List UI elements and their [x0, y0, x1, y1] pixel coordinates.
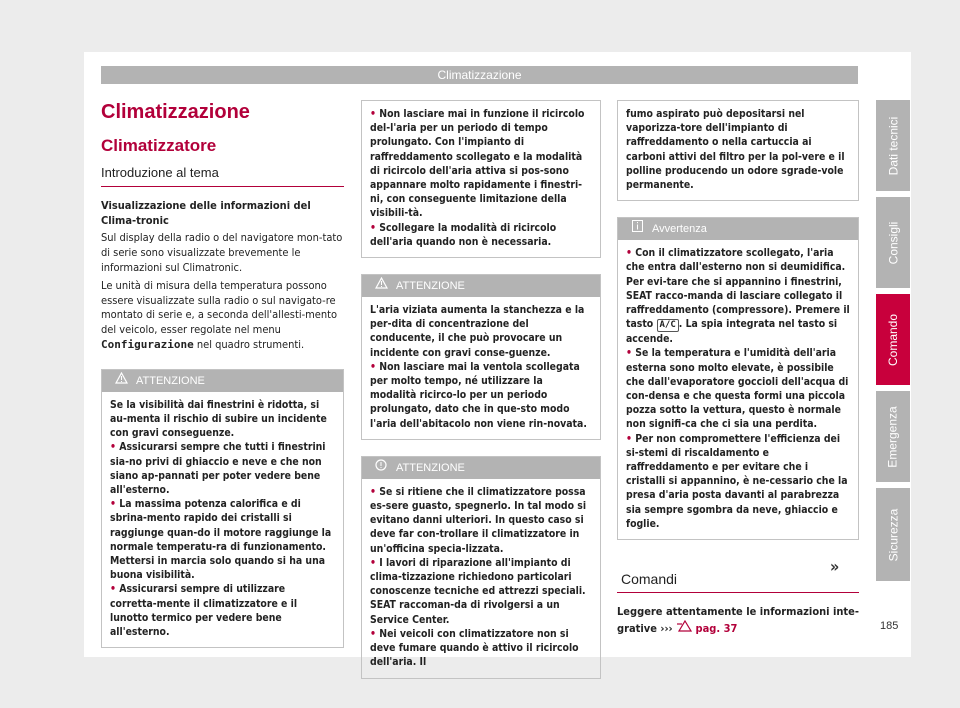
note-box-title: Avvertenza — [618, 218, 858, 240]
ac-key-icon: A/C — [657, 319, 679, 332]
warning-triangle-icon — [370, 275, 392, 297]
warning-box — [101, 369, 344, 648]
list-item: • I lavori di riparazione all'impianto di clima-tizzazione richiedono particolari conoscenze tecniche ed attrezzi speciali. SEAT raccoman-da di rivolgersi a un Service Center. — [370, 556, 586, 626]
paragraph-title: Visualizzazione delle informazioni del Clima-tronic — [101, 198, 311, 227]
column-1 — [101, 100, 344, 648]
column-2 — [361, 100, 601, 679]
comandi-paragraph: Leggere attentamente le informazioni inte-grative ››› pag. 37 — [617, 604, 859, 635]
warning-box-continued — [361, 100, 601, 258]
warning-triangle-icon — [110, 370, 132, 392]
warning-intro: Se la visibilità dai finestrini è ridotta, si au-menta il rischio di subire un incidente con gravi conseguenze. — [110, 398, 327, 440]
tab-comando[interactable]: Comando — [876, 294, 910, 385]
tab-consigli[interactable]: Consigli — [876, 197, 910, 288]
page-number: 185 — [880, 620, 899, 632]
paragraph: Sul display della radio o del navigatore mon-tato di serie sono visualizzate brevemente le informazioni sul Climatronic. — [101, 231, 343, 274]
running-header: Climatizzazione — [101, 66, 858, 84]
note-box — [617, 217, 859, 540]
list-item: • Non lasciare mai in funzione il ricircolo del-l'aria per un periodo di tempo prolungato. Con l'impianto di raffreddamento scollegato e la modalità di ricircolo dell'aria attiva si pos-sono appannare molto rapidamente i finestri-ni, con conseguente limitazione della visibili-tà. — [370, 108, 585, 220]
info-icon — [626, 218, 648, 240]
warning-box-title: ATTENZIONE — [362, 275, 600, 297]
chapter-title: Climatizzazione — [101, 101, 250, 123]
menu-name: Configurazione — [101, 337, 194, 351]
list-item: • Nei veicoli con climatizzatore non si deve fumare quando è attivo il ricircolo dell'aria. Il — [370, 627, 579, 669]
subsection-title: Introduzione al tema — [101, 166, 344, 187]
warning-box-title: ATTENZIONE — [102, 370, 343, 392]
list-item: • Scollegare la modalità di ricircolo dell'aria quando non è necessaria. — [370, 221, 557, 248]
list-item: • La massima potenza calorifica e di sbrina-mento rapido dei cristalli si raggiunge quan-do il motore raggiunge la normale temperatu-ra di funzionamento. Mettersi in marcia solo quando si ha una buona visibilità. — [110, 498, 332, 582]
list-item: • Per non compromettere l'efficienza dei si-stemi di riscaldamento e raffreddamento e per evitare che i cristalli si appannino, è ne-cessario che la presa d'aria posta davanti al parabrezza sia sempre sgombra da neve, ghiaccio e foglie. — [626, 432, 848, 530]
warning-ref-icon — [676, 622, 692, 635]
page-reference-link[interactable]: pag. 37 — [695, 621, 738, 635]
section-title-comandi: Comandi — [617, 572, 859, 593]
list-item: • Non lasciare mai la ventola scollegata per molto tempo, né utilizzare la modalità ricirco-lo per un periodo prolungato, dato che in que-sto modo l'aria dell'abitacolo non viene rin-novata. — [370, 360, 587, 430]
section-title: Climatizzatore — [101, 136, 217, 155]
list-item: • Con il climatizzatore scollegato, l'aria che entra dall'esterno non si deumidifica. Per evi-tare che si appannino i finestrini, SEAT racco-manda di lasciare collegato il raffreddamento (compressore). Premere il tasto A/C . La spia integrata nel tasto si accende. — [626, 247, 850, 346]
list-item: • Assicurarsi sempre che tutti i finestrini sia-no privi di ghiaccio e neve e che non siano ap-pannati per poter vedere bene all'esterno. — [110, 441, 326, 496]
tab-sicurezza[interactable]: Sicurezza — [876, 488, 910, 581]
column-3 — [617, 100, 859, 636]
tab-dati-tecnici[interactable]: Dati tecnici — [876, 100, 910, 191]
caution-box-title: ATTENZIONE — [362, 457, 600, 479]
list-item: • Se si ritiene che il climatizzatore possa es-sere guasto, spegnerlo. In tal modo si evitano danni ulteriori. In questo caso si deve far con-trollare il climatizzatore in un'officina specia-lizzata. — [370, 485, 587, 555]
caution-circle-icon — [370, 457, 392, 479]
warning-box — [361, 274, 601, 440]
list-item: • Assicurarsi sempre di utilizzare corretta-mente il climatizzatore e il lunotto termico per vedere bene all'esterno. — [110, 583, 298, 639]
caution-box-continued — [617, 100, 859, 201]
list-item: • Se la temperatura e l'umidità dell'aria esterna sono molto elevate, è possibile che dall'evaporatore goccioli dell'acqua di con-densa e che questa formi una piccola pozza sotto la vettura, questo è normale non signifi-ca che ci sia una perdita. — [626, 347, 849, 431]
continued-arrow: » — [830, 557, 840, 576]
warning-intro: L'aria viziata aumenta la stanchezza e la per-dita di concentrazione del conducente, il che può provocare un incidente con gravi conse-guenze. — [370, 304, 585, 359]
tab-emergenza[interactable]: Emergenza — [876, 391, 910, 482]
paragraph: Le unità di misura della temperatura possono essere visualizzate sulla radio o sul navigato-re montato di serie e, a seconda dell'allesti-mento del veicolo, esser regolate nel menu Configurazione nel quadro strumenti. — [101, 278, 338, 351]
caution-continued-text: fumo aspirato può depositarsi nel vaporizza-tore dell'impianto di raffreddamento o nella cartuccia ai carboni attivi del filtro per la pol-vere e il polline producendo un odore sgrade-vole permanente. — [626, 108, 845, 192]
caution-box — [361, 456, 601, 679]
